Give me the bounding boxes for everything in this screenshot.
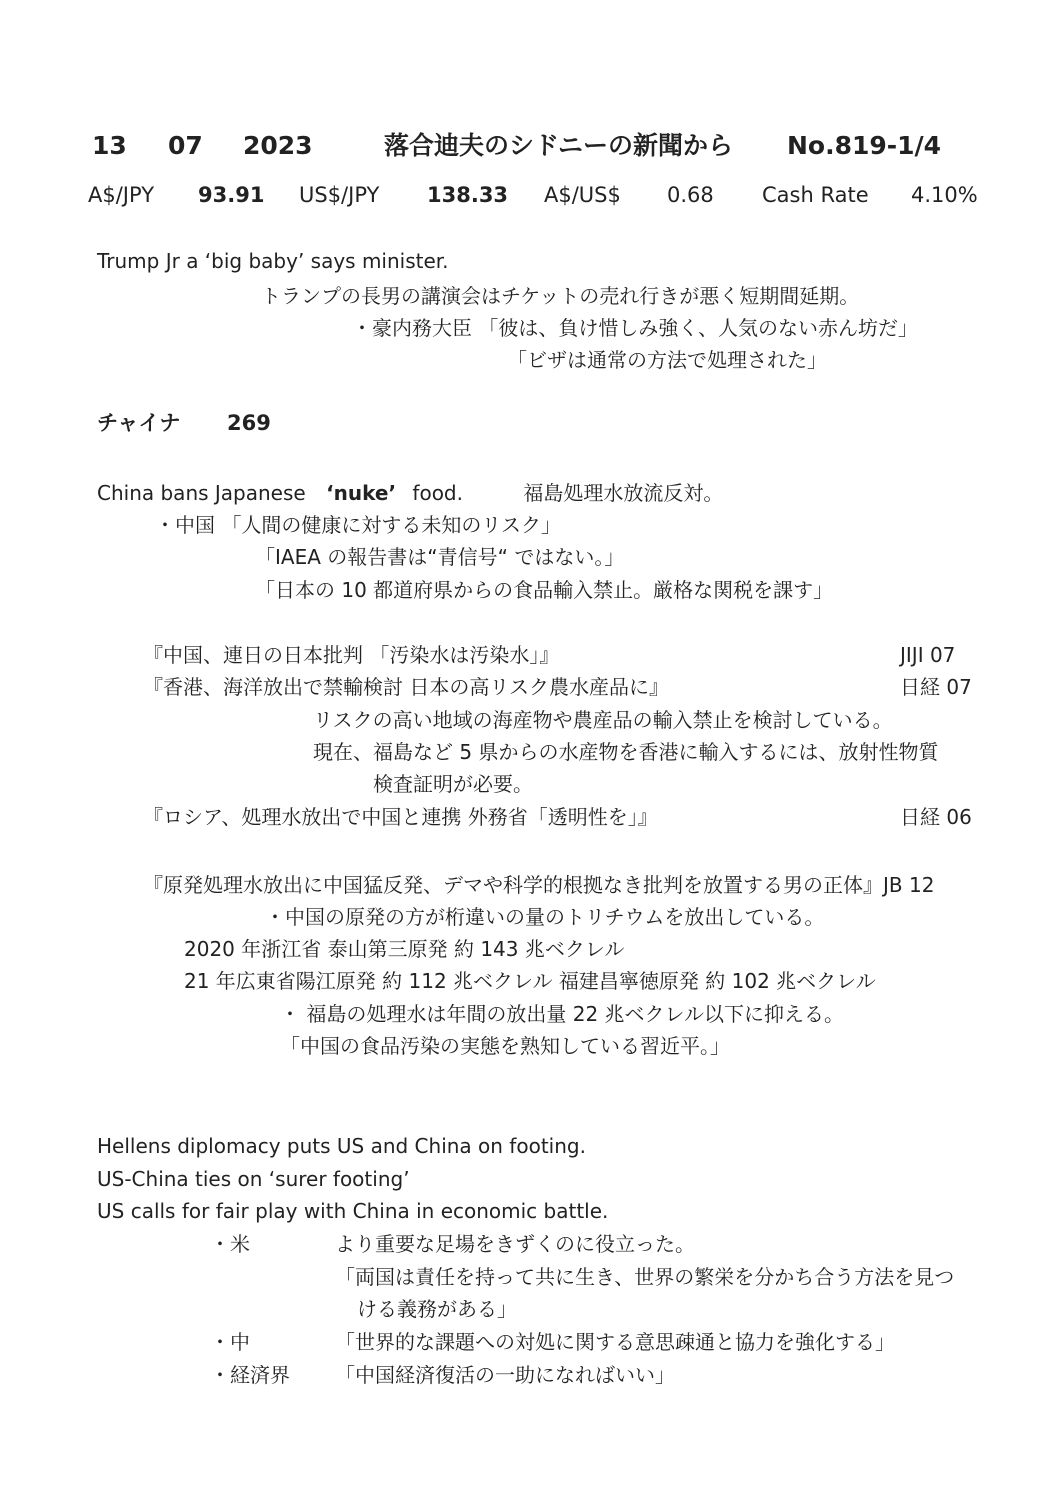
us-china-headline-3: US calls for fair play with China in economic battle. [97, 1199, 609, 1223]
hk-note-1: リスクの高い地域の海産物や農産品の輸入禁止を検討している。 [313, 708, 893, 732]
headline-nuke: ‘nuke’ [326, 481, 397, 505]
trump-headline: Trump Jr a ‘big baby’ says minister. [97, 249, 449, 273]
ref-source-3: 日経 06 [900, 805, 972, 829]
us-china-headline-1: Hellens diplomacy puts US and China on footing. [97, 1134, 586, 1158]
biz-label: ・経済界 [210, 1363, 290, 1387]
china-ban-headline [97, 480, 723, 506]
cn-line: 「世界的な課題への対処に関する意思疎通と協力を強化する」 [335, 1330, 895, 1354]
ref-title-1: 『中国、連日の日本批判 「汚染水は汚染水」』 [143, 643, 560, 667]
aud-jpy-label: A$/JPY [88, 183, 155, 207]
china-ban-bullet-1: ・中国 「人間の健康に対する未知のリスク」 [155, 513, 561, 537]
headline-jp: 福島処理水放流反対。 [523, 481, 724, 505]
ref-source-2: 日経 07 [900, 675, 972, 699]
aud-usd-label: A$/US$ [544, 183, 621, 207]
cash-rate-label: Cash Rate [762, 183, 869, 207]
date-month: 07 [168, 131, 203, 160]
jb-line-5: 「中国の食品汚染の実態を熟知している習近平。」 [280, 1034, 730, 1058]
jb-line-1: ・中国の原発の方が桁違いの量のトリチウムを放出している。 [265, 905, 825, 929]
china-ban-bullet-3: 「日本の 10 都道府県からの食品輸入禁止。厳格な関税を課す」 [255, 578, 834, 602]
trump-quote-1: ・豪内務大臣 「彼は、負け惜しみ強く、人気のない赤ん坊だ」 [352, 316, 918, 340]
aud-jpy-value: 93.91 [198, 183, 265, 207]
aud-usd-value: 0.68 [667, 183, 714, 207]
jb-line-4: ・ 福島の処理水は年間の放出量 22 兆ベクレル以下に抑える。 [280, 1002, 845, 1026]
jb-title: 『原発処理水放出に中国猛反発、デマや科学的根拠なき批判を放置する男の正体』JB 12 [143, 873, 935, 897]
cash-rate-value: 4.10% [911, 183, 978, 207]
ref-title-3: 『ロシア、処理水放出で中国と連携 外務省「透明性を」』 [143, 805, 658, 829]
china-ban-bullet-2: 「IAEA の報告書は“青信号“ ではない。」 [255, 545, 625, 569]
usd-jpy-label: US$/JPY [299, 183, 380, 207]
hk-note-3: 検査証明が必要。 [373, 772, 533, 796]
us-china-headline-2: US-China ties on ‘surer footing’ [97, 1167, 410, 1191]
date-day: 13 [92, 131, 127, 160]
us-line-1: より重要な足場をきずくのに役立った。 [335, 1232, 695, 1256]
usd-jpy-value: 138.33 [427, 183, 509, 207]
biz-line: 「中国経済復活の一助になればいい」 [335, 1363, 675, 1387]
us-label: ・米 [210, 1232, 250, 1256]
date-year: 2023 [243, 131, 313, 160]
trump-quote-2: 「ビザは通常の方法で処理された」 [507, 348, 827, 372]
issue-number: No.819-1/4 [787, 131, 942, 160]
jb-line-3: 21 年広東省陽江原発 約 112 兆ベクレル 福建昌寧徳原発 約 102 兆ベクレル [184, 969, 876, 993]
headline-post: food. [412, 481, 463, 505]
hk-note-2: 現在、福島など 5 県からの水産物を香港に輸入するには、放射性物質 [313, 740, 939, 764]
page-title: 落合迪夫のシドニーの新聞から [384, 131, 734, 160]
section-title: チャイナ [97, 411, 181, 435]
ref-source-1: JIJI 07 [900, 643, 956, 667]
trump-summary: トランプの長男の講演会はチケットの売れ行きが悪く短期間延期。 [261, 284, 860, 308]
cn-label: ・中 [210, 1330, 250, 1354]
us-line-3: ける義務がある」 [357, 1297, 517, 1321]
us-line-2: 「両国は責任を持って共に生き、世界の繁栄を分かち合う方法を見つ [335, 1265, 955, 1289]
headline-pre: China bans Japanese [97, 481, 306, 505]
jb-line-2: 2020 年浙江省 泰山第三原発 約 143 兆ベクレル [184, 937, 625, 961]
ref-title-2: 『香港、海洋放出で禁輸検討 日本の高リスク農水産品に』 [143, 675, 669, 699]
section-number: 269 [227, 411, 271, 435]
